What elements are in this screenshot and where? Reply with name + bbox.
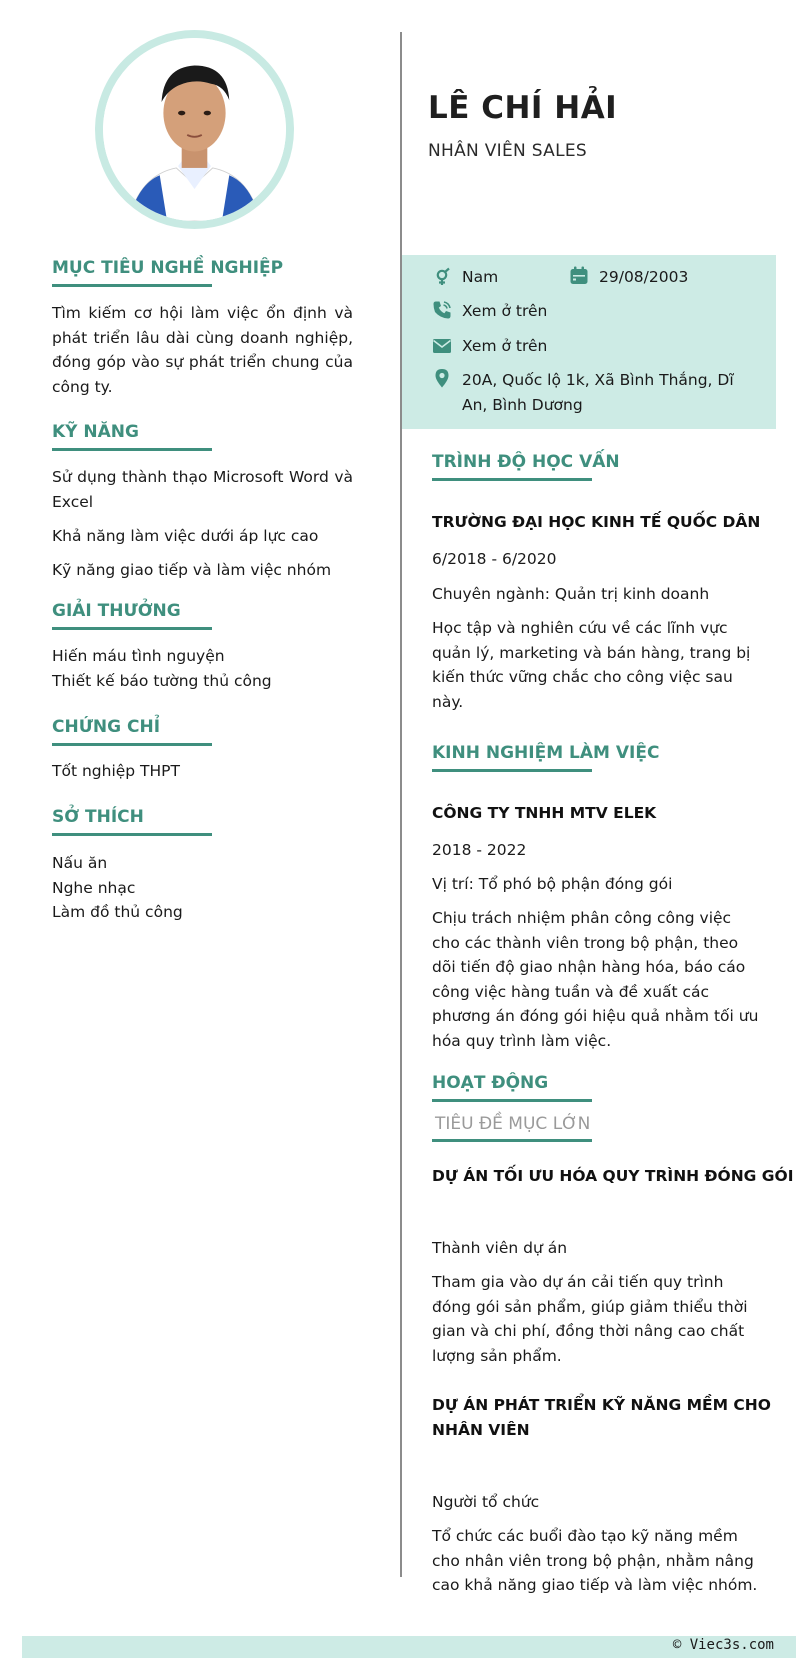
skill-item: Khả năng làm việc dưới áp lực cao	[52, 527, 319, 545]
email-value: Xem ở trên	[462, 337, 548, 355]
location-icon	[432, 368, 452, 388]
hobby-item: Nghe nhạc	[52, 878, 136, 897]
award-list	[52, 644, 272, 693]
gender-value: Nam	[462, 268, 499, 286]
avatar	[95, 30, 294, 229]
project-name: DỰ ÁN PHÁT TRIỂN KỸ NĂNG MỀM CHO NHÂN VIÊN	[432, 1396, 771, 1439]
school-name: TRƯỜNG ĐẠI HỌC KINH TẾ QUỐC DÂN	[432, 513, 761, 531]
education-major: Chuyên ngành: Quản trị kinh doanh	[432, 585, 710, 603]
project-description: Tổ chức các buổi đào tạo kỹ năng mềm cho nhân viên trong bộ phận, nhằm nâng cao khả năng giao tiếp và làm việc nhóm.	[432, 1527, 758, 1594]
calendar-icon	[569, 266, 589, 286]
footer-bar	[22, 1636, 796, 1658]
candidate-role: NHÂN VIÊN SALES	[428, 141, 587, 161]
certificate-item: Tốt nghiệp THPT	[52, 762, 180, 780]
education-title: TRÌNH ĐỘ HỌC VẤN	[432, 452, 592, 481]
objective-title: MỤC TIÊU NGHỀ NGHIỆP	[52, 258, 212, 287]
activities-subtitle: TIÊU ĐỀ MỤC LỚN	[432, 1114, 592, 1142]
birthday-value: 29/08/2003	[599, 268, 689, 286]
experience-position: Vị trí: Tổ phó bộ phận đóng gói	[432, 875, 673, 893]
hobby-item: Nấu ăn	[52, 854, 108, 872]
award-item: Thiết kế báo tường thủ công	[52, 671, 272, 690]
project-role: Thành viên dự án	[432, 1239, 568, 1257]
phone-icon	[432, 300, 452, 320]
footer-credit: © Viec3s.com	[672, 1637, 774, 1653]
skills-title: KỸ NĂNG	[52, 422, 212, 451]
award-item: Hiến máu tình nguyện	[52, 647, 225, 665]
experience-description: Chịu trách nhiệm phân công công việc cho các thành viên trong bộ phận, theo dõi tiến độ giao nhận hàng hóa, báo cáo công việc hàng tuần và đề xuất các phương án đóng gói hiệu quả nhằm tối ưu hóa quy trình làm việc.	[432, 909, 759, 1050]
skill-item: Kỹ năng giao tiếp và làm việc nhóm	[52, 561, 332, 579]
address-value: 20A, Quốc lộ 1k, Xã Bình Thắng, Dĩ An, Bình Dương	[462, 371, 734, 414]
education-description: Học tập và nghiên cứu về các lĩnh vực quản lý, marketing và bán hàng, trang bị kiến thức vững chắc cho công việc sau này.	[432, 619, 751, 711]
hobby-list	[52, 851, 183, 925]
hobby-item: Làm đồ thủ công	[52, 903, 183, 921]
activities-title: HOẠT ĐỘNG	[432, 1073, 592, 1102]
hobbies-title: SỞ THÍCH	[52, 807, 212, 836]
project-name: DỰ ÁN TỐI ƯU HÓA QUY TRÌNH ĐÓNG GÓI	[432, 1167, 794, 1185]
experience-title: KINH NGHIỆM LÀM VIỆC	[432, 743, 592, 772]
certificates-title: CHỨNG CHỈ	[52, 717, 212, 746]
project-role: Người tổ chức	[432, 1493, 540, 1511]
experience-period: 2018 - 2022	[432, 841, 527, 859]
company-name: CÔNG TY TNHH MTV ELEK	[432, 804, 657, 822]
project-description: Tham gia vào dự án cải tiến quy trình đóng gói sản phẩm, giúp giảm thiểu thời gian và chi phí, đồng thời nâng cao chất lượng sản phẩm.	[432, 1273, 748, 1365]
gender-icon	[432, 267, 452, 287]
avatar-photo	[103, 38, 286, 221]
phone-value: Xem ở trên	[462, 302, 548, 320]
objective-text: Tìm kiếm cơ hội làm việc ổn định và phát triển lâu dài cùng doanh nghiệp, đóng góp vào sự phát triển chung của công ty.	[52, 304, 353, 396]
skill-item: Sử dụng thành thạo Microsoft Word và Excel	[52, 468, 353, 511]
education-period: 6/2018 - 6/2020	[432, 550, 557, 568]
email-icon	[432, 336, 452, 356]
awards-title: GIẢI THƯỞNG	[52, 601, 212, 630]
candidate-name: LÊ CHÍ HẢI	[428, 90, 618, 126]
